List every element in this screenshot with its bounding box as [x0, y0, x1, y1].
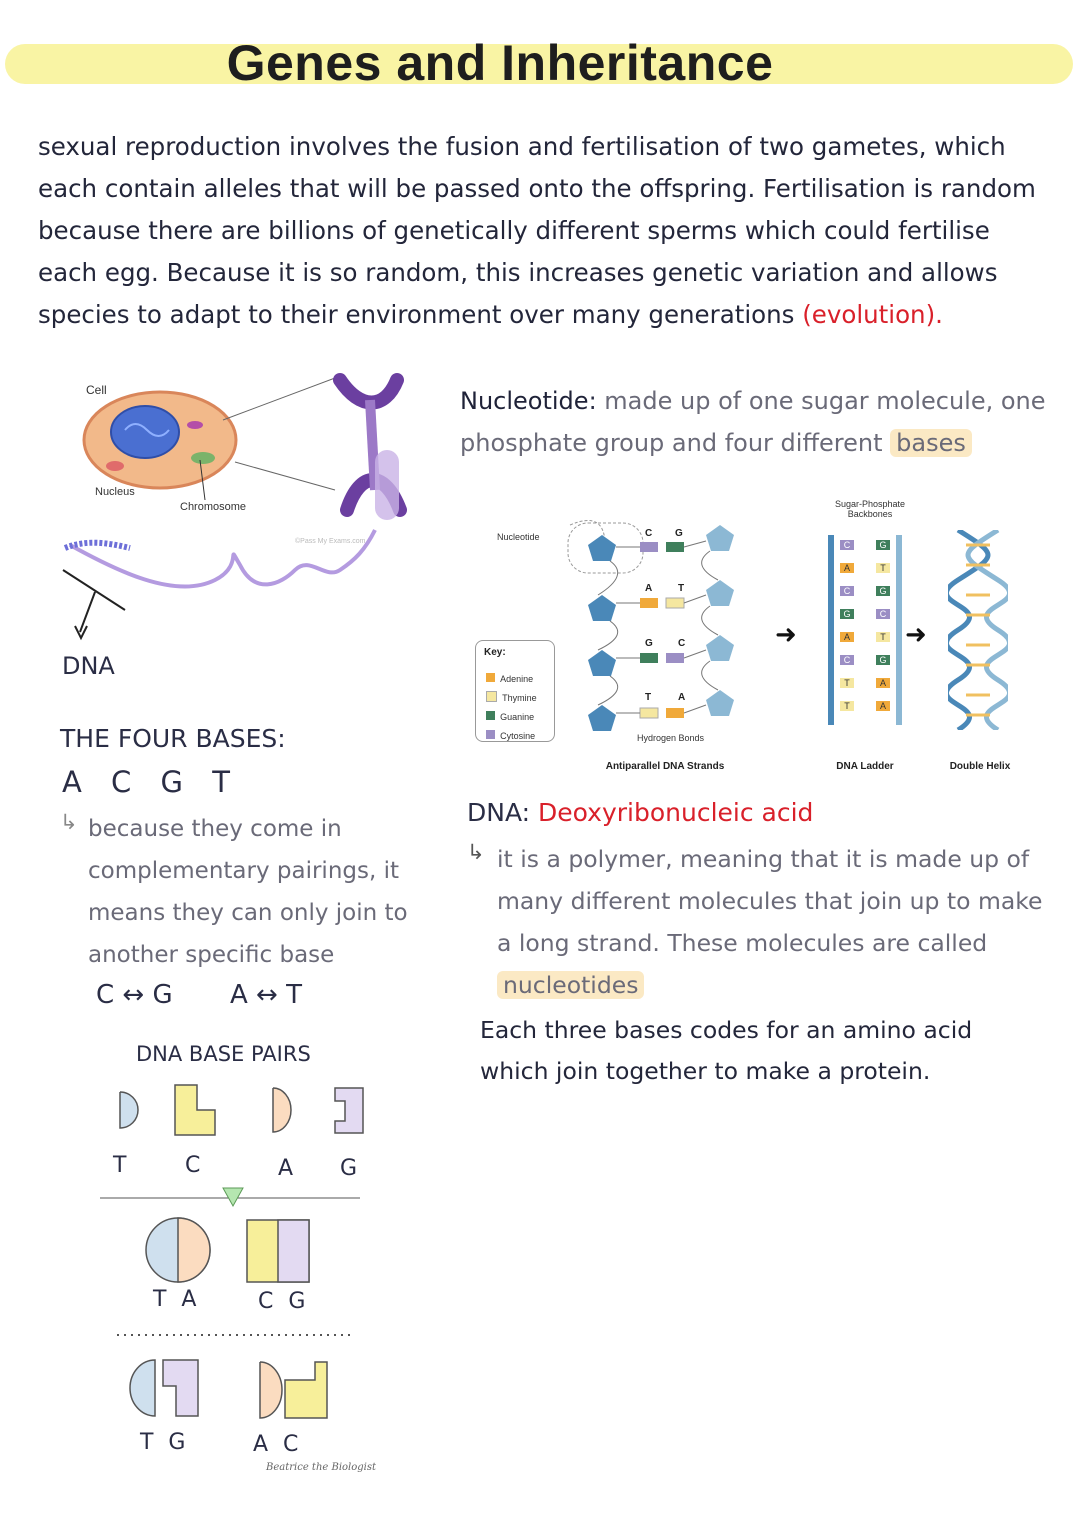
nucleus-label: Nucleus	[95, 486, 135, 498]
key-item: Guanine	[486, 705, 534, 724]
illustration-credit: Beatrice the Biologist	[266, 1462, 377, 1473]
dna-label: DNA	[62, 652, 115, 680]
key-item: Thymine	[486, 686, 537, 705]
nucleotide-text: made up of one sugar molecule, one phosphate group and four different	[460, 387, 1046, 457]
pair-letter: A	[678, 692, 686, 703]
key-box	[475, 640, 555, 742]
dna-text: it is a polymer, meaning that it is made up of many different molecules that join up to make a long strand. These molecules are called	[497, 845, 1043, 957]
pair-a-t: A ↔ T	[230, 980, 302, 1010]
codons-text: Each three bases codes for an amino acid which join together to make a protein.	[480, 1016, 973, 1085]
pair-letter: C	[678, 638, 686, 649]
caption-strands: Antiparallel DNA Strands	[605, 761, 725, 772]
watermark: ©Pass My Exams.com	[295, 538, 366, 545]
key-item: Cytosine	[486, 724, 535, 743]
chromosome-label: Chromosome	[180, 501, 247, 513]
intro-text: sexual reproduction involves the fusion and fertilisation of two gametes, which each contain alleles that will be passed onto the offspring. Fertilisation is random because there are billions of genetically different sperms which could fertilise each egg. Because it is so random, this increases genetic variation and allows species to adapt to their environment over many generations	[38, 132, 1036, 329]
arrow-icon: ➜	[905, 620, 927, 650]
cell-image	[84, 392, 236, 488]
arrow-icon: ➜	[775, 620, 797, 650]
key-item: Adenine	[486, 667, 533, 686]
dna-expansion: Deoxyribonucleic acid	[538, 798, 814, 827]
nucleotide-figure-label: Nucleotide	[497, 532, 540, 542]
base-letter: C	[185, 1153, 201, 1178]
base-pairs-heading: DNA BASE PAIRS	[136, 1042, 311, 1066]
caption-ladder: DNA Ladder	[836, 761, 894, 772]
base-pairs-illustration	[95, 1080, 375, 1470]
backbones-label: Sugar-Phosphate Backbones	[834, 499, 906, 519]
four-bases-heading: THE FOUR BASES:	[60, 724, 286, 753]
arrow-return-icon: ↳	[60, 810, 78, 834]
pair-letter: C	[645, 528, 653, 539]
caption-helix: Double Helix	[949, 761, 1011, 772]
four-bases-explanation: because they come in complementary pairings, it means they can only join to another specific base	[88, 816, 408, 968]
cell-label: Cell	[86, 383, 107, 397]
nucleotides-highlight: nucleotides	[497, 971, 644, 999]
cell-chromosome-diagram	[55, 370, 445, 650]
dna-definition-text	[497, 838, 1047, 1006]
pair-label: T G	[140, 1430, 190, 1455]
nucleotide-highlight: bases	[890, 429, 972, 457]
nucleotide-definition: Nucleotide: made up of one sugar molecule, one phosphate group and four different bases	[460, 387, 1046, 457]
dna-definition-heading: DNA: Deoxyribonucleic acid	[467, 798, 814, 827]
pair-letter: G	[645, 638, 653, 649]
pair-letter: A	[645, 583, 653, 594]
hydrogen-bonds-label: Hydrogen Bonds	[637, 733, 705, 743]
key-title: Key:	[484, 647, 506, 658]
dna-term: DNA	[467, 798, 522, 827]
dna-ladder-image: C G A T C G G C A T C G T A T A	[828, 535, 902, 725]
nucleotide-term: Nucleotide	[460, 387, 589, 415]
intro-paragraph	[38, 126, 1038, 336]
pair-letter: T	[678, 583, 685, 594]
intro-highlight: (evolution).	[802, 300, 943, 329]
pair-letter: T	[645, 692, 652, 703]
base-letter: G	[340, 1156, 358, 1181]
arrow-return-icon: ↳	[467, 840, 485, 864]
pair-c-g: C ↔ G	[96, 980, 173, 1010]
pair-label: C G	[258, 1289, 310, 1314]
base-letter: A	[278, 1156, 294, 1181]
page-title: Genes and Inheritance	[226, 35, 774, 91]
dna-structure-figure	[470, 495, 1030, 775]
pair-letter: G	[675, 528, 683, 539]
double-helix-image	[948, 530, 1008, 730]
four-bases-list: A C G T	[62, 765, 240, 799]
chromosome-image	[340, 380, 400, 520]
antiparallel-strands-image	[560, 505, 760, 745]
base-letter: T	[113, 1153, 127, 1178]
pair-label: A C	[253, 1432, 303, 1457]
pair-label: T A	[153, 1287, 201, 1312]
